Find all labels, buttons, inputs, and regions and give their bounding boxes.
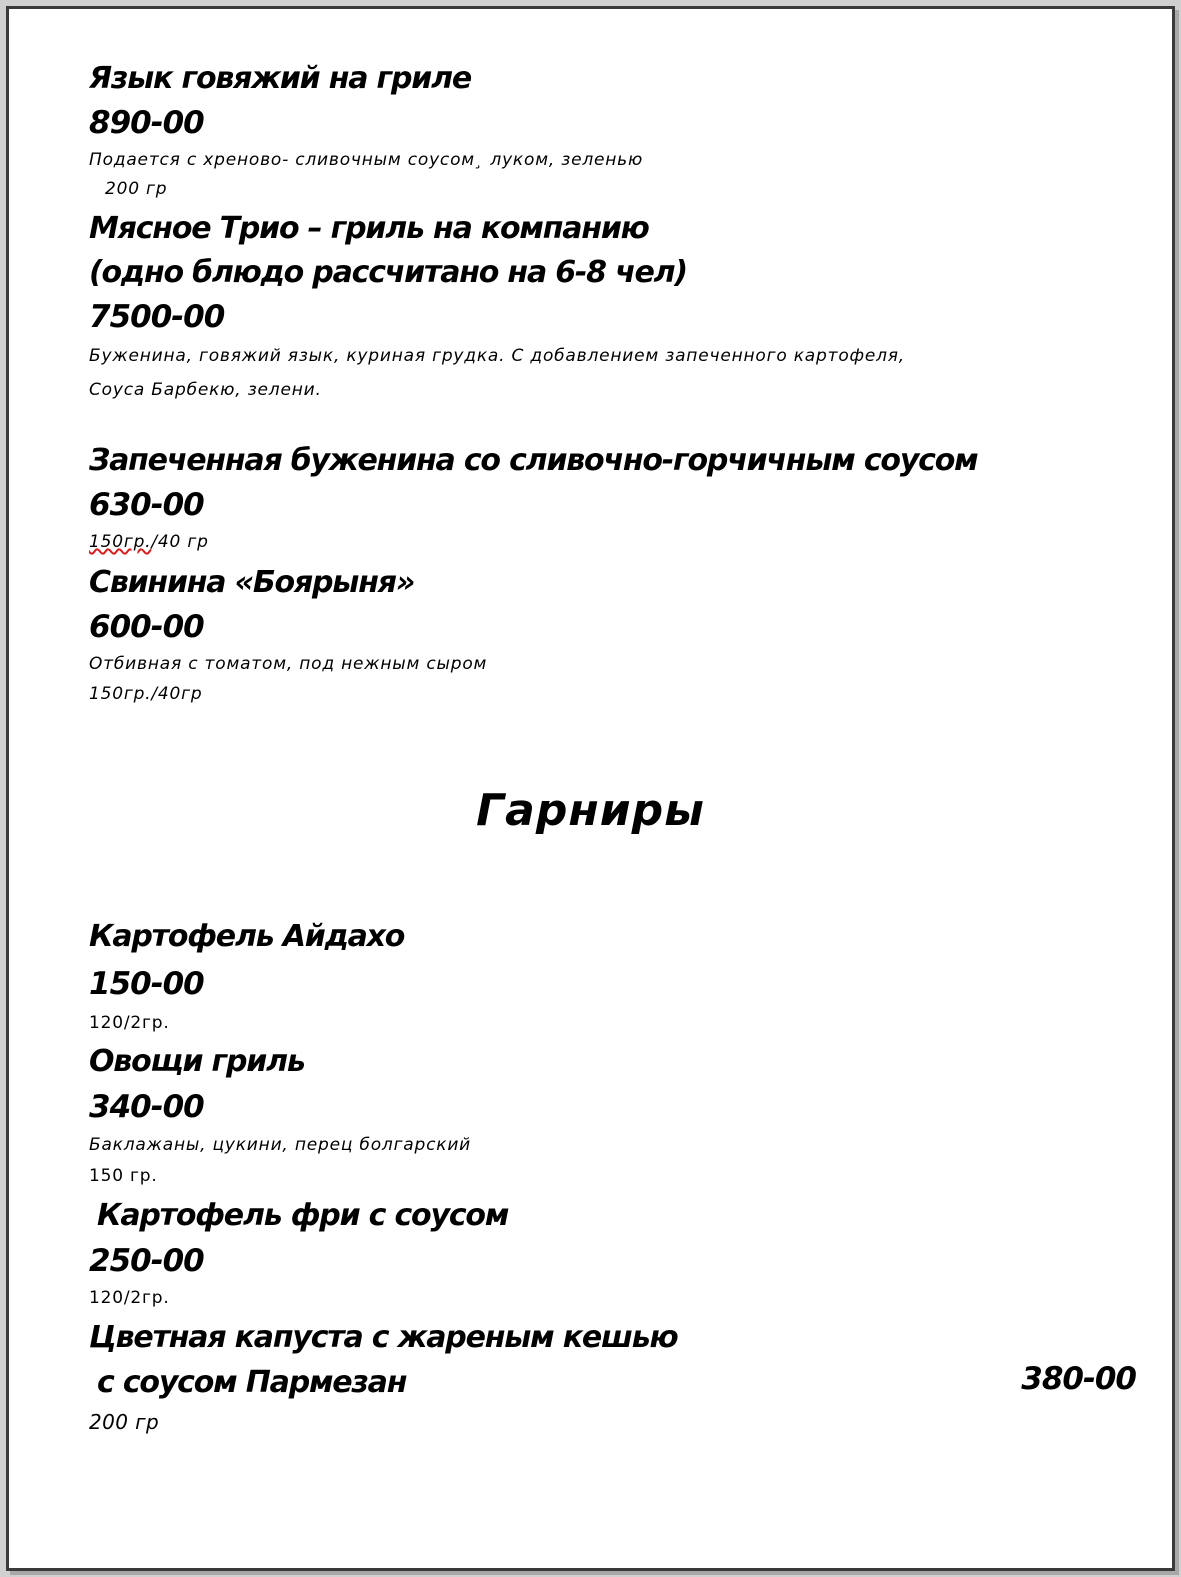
side-item-cauliflower: [89, 1315, 677, 1439]
section-heading-sides: Гарниры: [476, 785, 705, 836]
item-weight-main: 150гр.: [89, 532, 152, 552]
item-description: Подается с хреново- сливочным соусом¸ луком, зеленью: [89, 150, 644, 170]
side-item-fries: [89, 1193, 508, 1313]
item-title: Картофель фри с соусом: [97, 1198, 509, 1233]
item-title: Запеченная буженина со сливочно-горчичным соусом: [89, 443, 978, 478]
item-title: Овощи гриль: [89, 1044, 305, 1079]
item-price: 150-00: [89, 966, 204, 1002]
item-price: 340-00: [89, 1089, 204, 1125]
side-item-cauliflower-price: 380-00: [1021, 1361, 1136, 1397]
menu-item-baked-pork: [89, 439, 978, 557]
item-weight: [89, 527, 978, 557]
side-item-idaho: [89, 914, 404, 1038]
item-weight: 150гр./40гр: [89, 684, 203, 704]
item-description: Отбивная с томатом, под нежным сыром: [89, 654, 488, 674]
item-weight: 200 гр: [89, 1410, 160, 1434]
side-item-grilled-veg: [89, 1039, 471, 1191]
item-price: 250-00: [89, 1243, 204, 1279]
item-title: Картофель Айдахо: [89, 919, 405, 954]
item-title: Свинина «Боярыня»: [89, 565, 415, 600]
item-weight: 120/2гр.: [89, 1288, 170, 1308]
menu-item-tongue: [89, 57, 643, 203]
item-title-line1: Цветная капуста с жареным кешью: [89, 1320, 678, 1355]
item-weight: 200 гр: [105, 179, 168, 199]
item-weight-sauce: /40 гр: [151, 532, 209, 552]
item-price: 7500-00: [89, 299, 225, 335]
item-price: 630-00: [89, 487, 204, 523]
item-title-line2: (одно блюдо рассчитано на 6-8 чел): [89, 255, 687, 290]
item-weight: 150 гр.: [89, 1166, 158, 1186]
item-title-line1: Мясное Трио – гриль на компанию: [89, 211, 649, 246]
menu-item-meat-trio: [89, 207, 905, 407]
item-title-line2: с соусом Пармезан: [97, 1365, 407, 1400]
item-description-line1: Буженина, говяжий язык, куриная грудка. С добавлением запеченного картофеля,: [89, 346, 906, 366]
item-description: Баклажаны, цукини, перец болгарский: [89, 1135, 472, 1155]
menu-item-boyarynya: [89, 561, 487, 709]
item-title: Язык говяжий на гриле: [89, 61, 472, 96]
item-weight: 120/2гр.: [89, 1013, 170, 1033]
menu-page: [6, 6, 1175, 1571]
item-price: 600-00: [89, 609, 204, 645]
item-price: 890-00: [89, 105, 204, 141]
item-description-line2: Соуса Барбекю, зелени.: [89, 380, 322, 400]
